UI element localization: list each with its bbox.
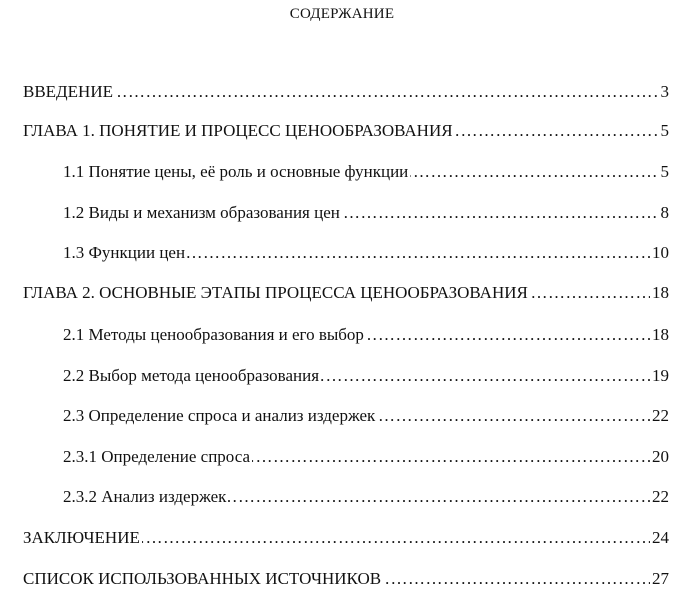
toc-entry-section-1-2 bbox=[63, 201, 669, 225]
toc-entry-text: СПИСОК ИСПОЛЬЗОВАННЫХ ИСТОЧНИКОВ bbox=[23, 569, 382, 588]
toc-entry-references bbox=[23, 567, 669, 591]
toc-entry-page: 8 bbox=[659, 201, 670, 225]
toc-entry-section-2-3-2 bbox=[63, 485, 669, 509]
toc-leader-dots bbox=[23, 80, 669, 104]
toc-entry-text: 2.3.2 Анализ издержек bbox=[63, 487, 227, 506]
toc-entry-page: 18 bbox=[650, 281, 669, 305]
toc-entry-text: 2.3.1 Определение спроса bbox=[63, 447, 251, 466]
toc-entry-page: 27 bbox=[650, 567, 669, 591]
toc-entry-introduction bbox=[23, 80, 669, 104]
toc-entry-conclusion bbox=[23, 526, 669, 550]
toc-entry-page: 22 bbox=[650, 404, 669, 428]
toc-entry-section-2-2 bbox=[63, 364, 669, 388]
toc-entry-section-2-3-1 bbox=[63, 445, 669, 469]
toc-entry-text: ЗАКЛЮЧЕНИЕ bbox=[23, 528, 140, 547]
toc-entry-page: 5 bbox=[659, 119, 670, 143]
toc-entry-page: 18 bbox=[650, 323, 669, 347]
toc-entry-chapter-1 bbox=[23, 119, 669, 143]
toc-entry-text: 1.3 Функции цен bbox=[63, 243, 186, 262]
toc-entry-page: 22 bbox=[650, 485, 669, 509]
toc-entry-text: 1.2 Виды и механизм образования цен bbox=[63, 203, 340, 222]
toc-entry-page: 3 bbox=[659, 80, 670, 104]
toc-entry-text: 2.1 Методы ценообразования и его выбор bbox=[63, 325, 364, 344]
toc-entry-chapter-2 bbox=[23, 281, 669, 305]
toc-entry-text: ВВЕДЕНИЕ bbox=[23, 82, 113, 101]
toc-entry-text: ГЛАВА 1. ПОНЯТИЕ И ПРОЦЕСС ЦЕНООБРАЗОВАНИЯ bbox=[23, 121, 453, 140]
toc-entry-page: 5 bbox=[659, 160, 670, 184]
toc-entry-page: 10 bbox=[650, 241, 669, 265]
toc-entry-section-1-3 bbox=[63, 241, 669, 265]
toc-title: СОДЕРЖАНИЕ bbox=[289, 6, 395, 22]
toc-entry-section-2-3 bbox=[63, 404, 669, 428]
toc-entry-text: 2.2 Выбор метода ценообразования bbox=[63, 366, 320, 385]
toc-entry-page: 19 bbox=[650, 364, 669, 388]
toc-entry-text: 1.1 Понятие цены, её роль и основные функции bbox=[63, 162, 409, 181]
toc-entry-section-1-1 bbox=[63, 160, 669, 184]
toc-entry-text: 2.3 Определение спроса и анализ издержек bbox=[63, 406, 376, 425]
toc-entry-page: 24 bbox=[650, 526, 669, 550]
toc-entry-page: 20 bbox=[650, 445, 669, 469]
toc-entry-text: ГЛАВА 2. ОСНОВНЫЕ ЭТАПЫ ПРОЦЕССА ЦЕНООБРАЗОВАНИЯ bbox=[23, 283, 528, 302]
toc-entry-section-2-1 bbox=[63, 323, 669, 347]
